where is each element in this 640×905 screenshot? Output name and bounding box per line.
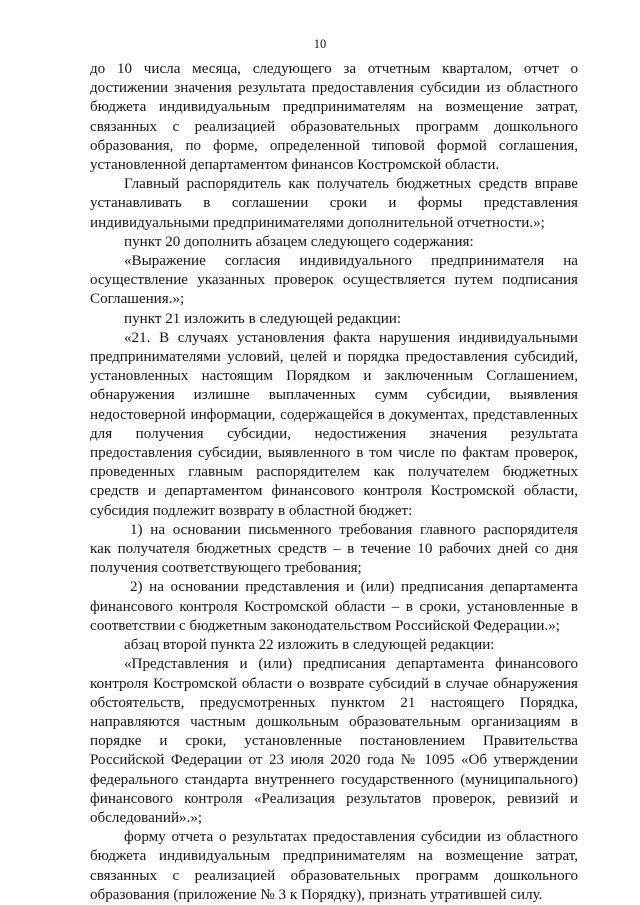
paragraph-report-deadline: до 10 числа месяца, следующего за отчетным кварталом, отчет о достижении значения результата предоставления субсидии из областного бюджета индивидуальным предпринимателям на возмещение затрат, связанных с реализацией образовательных программ дошкольного образования, по форме, определенной типовой формой соглашения, установленной департаментом финансов Костромской области. xyxy=(90,61,578,174)
paragraph-amend-point-21: пункт 21 изложить в следующей редакции: xyxy=(124,310,402,327)
list-item-written-demand: 1) на основании письменного требования главного распорядителя как получателя бюджетных средств – в течение 10 рабочих дней со дня получения соответствующего требования; xyxy=(90,521,578,577)
list-item-prescription: 2) на основании представления и (или) предписания департамента финансового контроля Костромской области – в сроки, установленные в соответствии с бюджетным законодательством Российской Федерации.»; xyxy=(90,579,578,634)
paragraph-additional-reporting: Главный распорядитель как получатель бюджетных средств вправе устанавливать в соглашении сроки и формы представления индивидуальными предпринимателями дополнительной отчетности.»; xyxy=(90,176,578,231)
document-body xyxy=(90,60,578,905)
page-number: 10 xyxy=(313,37,327,51)
paragraph-amend-point-22: абзац второй пункта 22 изложить в следующей редакции: xyxy=(124,637,495,654)
paragraph-amend-point-20: пункт 20 дополнить абзацем следующего содержания: xyxy=(124,233,474,250)
paragraph-consent-text: «Выражение согласия индивидуального предпринимателя на осуществление указанных проверок осуществляется путем подписания Соглашения.»; xyxy=(90,253,578,308)
paragraph-point-22-text: «Представления и (или) предписания департамента финансового контроля Костромской области о возврате субсидий в случае обнаружения обстоятельств, предусмотренных пунктом 21 настоящего Порядка, направляются частным дошкольным образовательным организациям в порядке и сроки, установленные постановлением Правительства Российской Федерации от 23 июля 2020 года № 1095 «Об утверждении федерального стандарта внутреннего государственного (муниципального) финансового контроля «Реализация результатов проверок, ревизий и обследований».»; xyxy=(90,656,578,826)
paragraph-point-21-text: «21. В случаях установления факта нарушения индивидуальными предпринимателями условий, целей и порядка предоставления субсидий, установленных настоящим Порядком и заключенным Соглашением, обнаружения излишне выплаченных сумм субсидии, выявления недостоверной информации, содержащейся в документах, представленных для получения субсидии, недостижения значения результата предоставления субсидии, выявленного в том числе по фактам проверок, проведенных главным распорядителем как получателем бюджетных средств и департаментом финансового контроля Костромской области, субсидия подлежит возврату в областной бюджет: xyxy=(90,329,578,519)
paragraph-report-form-void: форму отчета о результатах предоставления субсидии из областного бюджета индивидуальным предпринимателям на возмещение затрат, связанных с реализацией образовательных программ дошкольного образования (приложение № 3 к Порядку), признать утратившей силу. xyxy=(90,829,578,903)
